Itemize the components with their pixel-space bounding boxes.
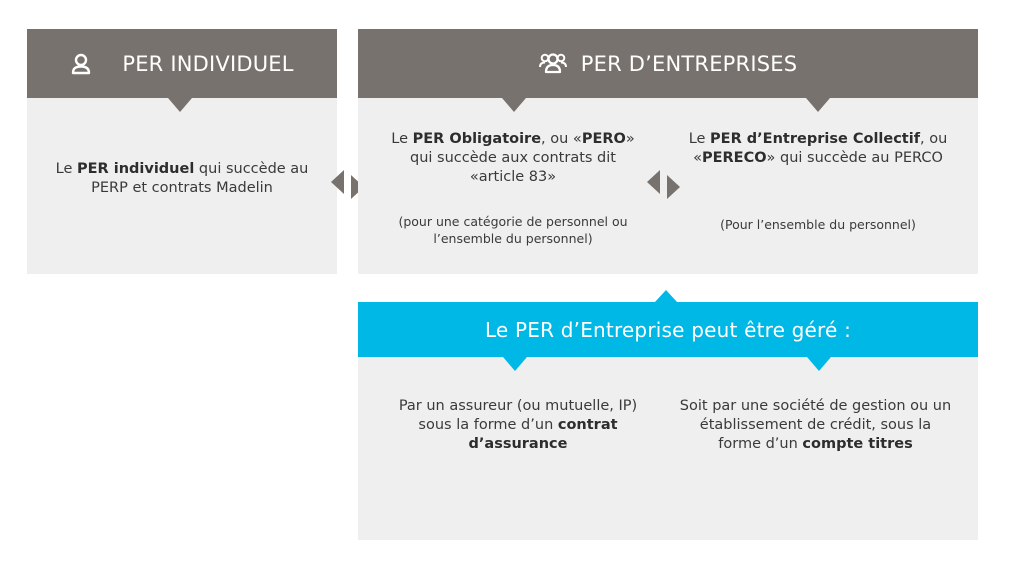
per-entreprises-header [358, 29, 978, 98]
per-individuel-header [27, 29, 337, 98]
connector-left-arrow [331, 170, 344, 194]
connector-left-arrow-2 [647, 170, 660, 194]
users-group-icon [539, 52, 567, 76]
arrow-down-individuel-overlay [168, 98, 192, 112]
arrow-down-societe [807, 357, 831, 371]
arrow-down-collectif [806, 98, 830, 112]
pereco-desc: Le PER d’Entreprise Collectif, ou «PERECO» qui succède au PERCO [688, 131, 948, 166]
per-individuel-title: PER INDIVIDUEL [122, 51, 294, 76]
user-icon [70, 53, 92, 75]
per-individuel-desc: Le PER individuel qui succède au PERP et contrats Madelin [55, 161, 309, 196]
arrow-up-gestion [655, 290, 677, 302]
per-entreprises-title: PER D’ENTREPRISES [580, 51, 798, 76]
pereco-note: (Pour l’ensemble du personnel) [720, 217, 916, 232]
pero-desc: Le PER Obligatoire, ou «PERO» qui succède aux contrats dit «article 83» [391, 131, 635, 185]
pero-note: (pour une catégorie de personnel ou l’ensemble du personnel) [398, 214, 628, 246]
assureur-desc: Par un assureur (ou mutuelle, IP) sous la forme d’un contrat d’assurance [398, 398, 638, 452]
gestion-title: Le PER d’Entreprise peut être géré : [484, 317, 852, 342]
arrow-down-obligatoire [502, 98, 526, 112]
connector-right-arrow-2 [667, 175, 680, 199]
arrow-down-assureur [503, 357, 527, 371]
gestion-header [358, 302, 978, 357]
societe-desc: Soit par une société de gestion ou un établissement de crédit, sous la forme d’un compte titres [679, 398, 952, 452]
